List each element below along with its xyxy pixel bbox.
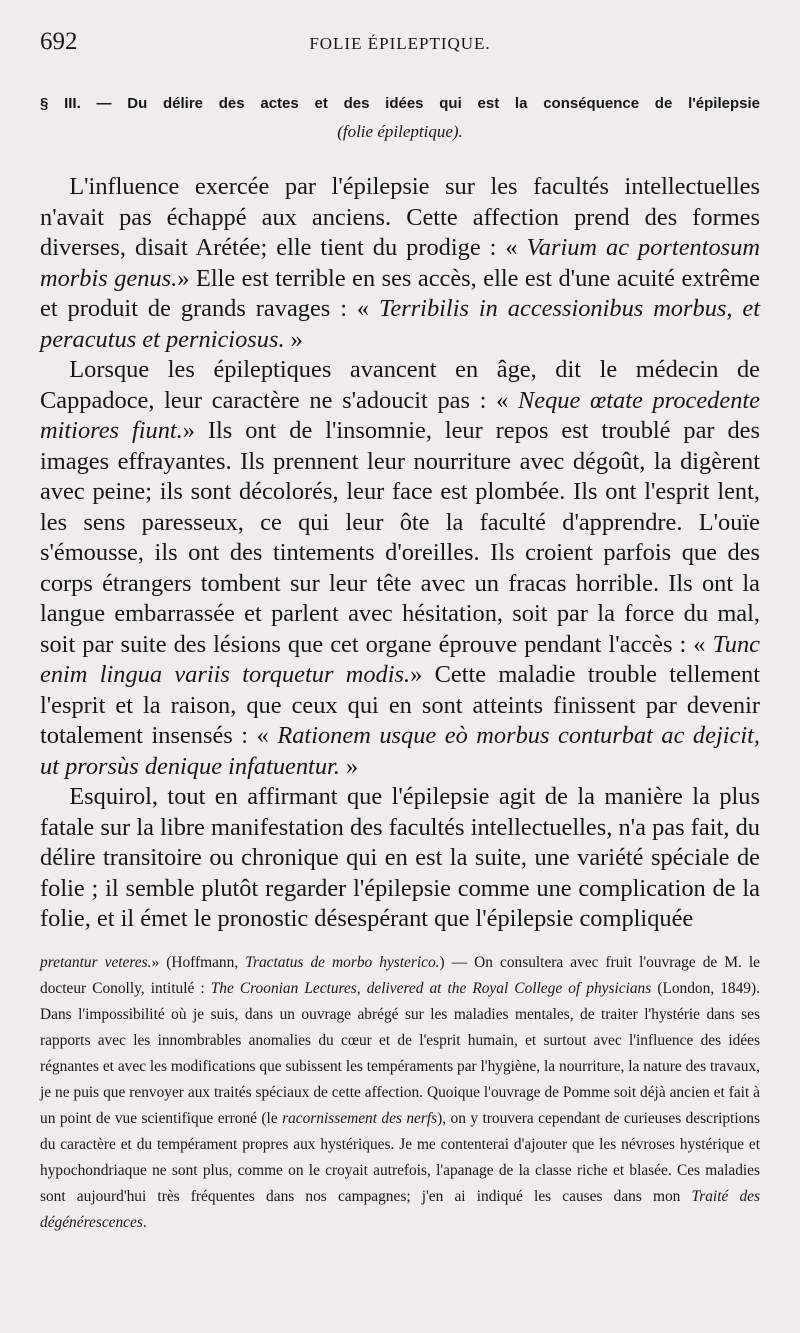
footnote: pretantur veteres.» (Hoffmann, Tractatus de morbo hysterico.) — On consultera avec fruit l'ouvrage de M. le docteur Conolly, intitulé : The Croonian Lectures, delivered at the Royal College of physicians (London, 1849). Dans l'impossibilité où je suis, dans un ouvrage abrégé sur les maladies mentales, de traiter l'hystérie dans ses rapports avec les innombrables anomalies du cœur et de l'esprit humain, et surtout avec l'influence des idées régnantes et avec les modifications que subissent les tempéraments par l'hygiène, la nourriture, la nature des travaux, je ne puis que renvoyer aux traités spéciaux de cette affection. Quoique l'ouvrage de Pomme soit déjà ancien et fait à un point de vue scientifique erroné (le racornissement des nerfs), on y trouvera cependant de curieuses descriptions du caractère et du tempérament propres aux hystériques. Je me contenterai d'ajouter que les névroses hystérique et hypochondriaque ne sont plus, comme on le croyait autrefois, l'apanage de la classe riche et blasée. Ces maladies sont aujourd'hui très fréquentes dans nos campagnes; j'en ai indiqué les causes dans mon Traité des dégénérescences.: [40, 954, 761, 1231]
main-text: [40, 172, 760, 935]
running-head: FOLIE ÉPILEPTIQUE.: [309, 34, 491, 53]
paragraph: Lorsque les épileptiques avancent en âge, dit le médecin de Cappadoce, leur caractère ne s'adoucit pas : « Neque œtate procedente mitiores fiunt.» Ils ont de l'insomnie, leur repos est troublé par des images effrayantes. Ils prennent leur nourriture avec dégoût, la digèrent avec peine; ils sont décolorés, leur face est plombée. Ils ont l'esprit lent, les sens paresseux, ce qui leur ôte la faculté d'apprendre. L'ouïe s'émousse, ils ont des tintements d'oreilles. Ils croient parfois que des corps étrangers tombent sur leur tête avec un fracas horrible. Ils ont la langue embarrassée et parlent avec hésitation, soit par la force du mal, soit par suite des lésions que cet organe éprouve pendant l'accès : « Tunc enim lingua variis torquetur modis.» Cette maladie trouble tellement l'esprit et la raison, que ceux qui en sont atteints finissent par devenir totalement insensés : « Rationem usque eò morbus conturbat ac dejicit, ut prorsùs denique infatuentur. »: [40, 356, 760, 780]
page-number: 692: [40, 28, 78, 55]
page-header: [40, 28, 760, 62]
latin-quote: Neque œtate procedente mitiores fiunt.: [40, 386, 760, 444]
latin-quote: Rationem usque eò morbus conturbat ac dejicit, ut prorsùs denique infatuentur.: [40, 722, 760, 780]
latin-quote: Varium ac portentosum morbis genus.: [40, 234, 760, 292]
citation-title: The Croonian Lectures, delivered at the Royal College of physicians: [210, 980, 652, 997]
section-subtitle: (folie épileptique).: [337, 122, 463, 141]
citation-title: Traité des dégénérescences: [40, 1188, 760, 1231]
paragraph: Esquirol, tout en affirmant que l'épilepsie agit de la manière la plus fatale sur la libre manifestation des facultés intellectuelles, n'a pas fait, du délire transitoire ou chronique qui en est la suite, une variété spéciale de folie ; il semble plutôt regarder l'épilepsie comme une complication de la folie, et il émet le pronostic désespérant que l'épilepsie compliquée: [40, 783, 760, 932]
section-heading: § III. — Du délire des actes et des idées qui est la conséquence de l'épilepsie: [40, 95, 760, 112]
latin-quote: Terribilis in accessionibus morbus, et peracutus et perniciosus.: [40, 295, 761, 353]
citation-title: Tractatus de morbo hysterico.: [245, 954, 440, 971]
latin-quote: Tunc enim lingua variis torquetur modis.: [40, 630, 760, 688]
paragraph: L'influence exercée par l'épilepsie sur les facultés intellectuelles n'avait pas échappé aux anciens. Cette affection prend des formes diverses, disait Arétée; elle tient du prodige : « Varium ac portentosum morbis genus.» Elle est terrible en ses accès, elle est d'une acuité extrême et produit de grands ravages : « Terribilis in accessionibus morbus, et peracutus et perniciosus. »: [40, 173, 761, 353]
